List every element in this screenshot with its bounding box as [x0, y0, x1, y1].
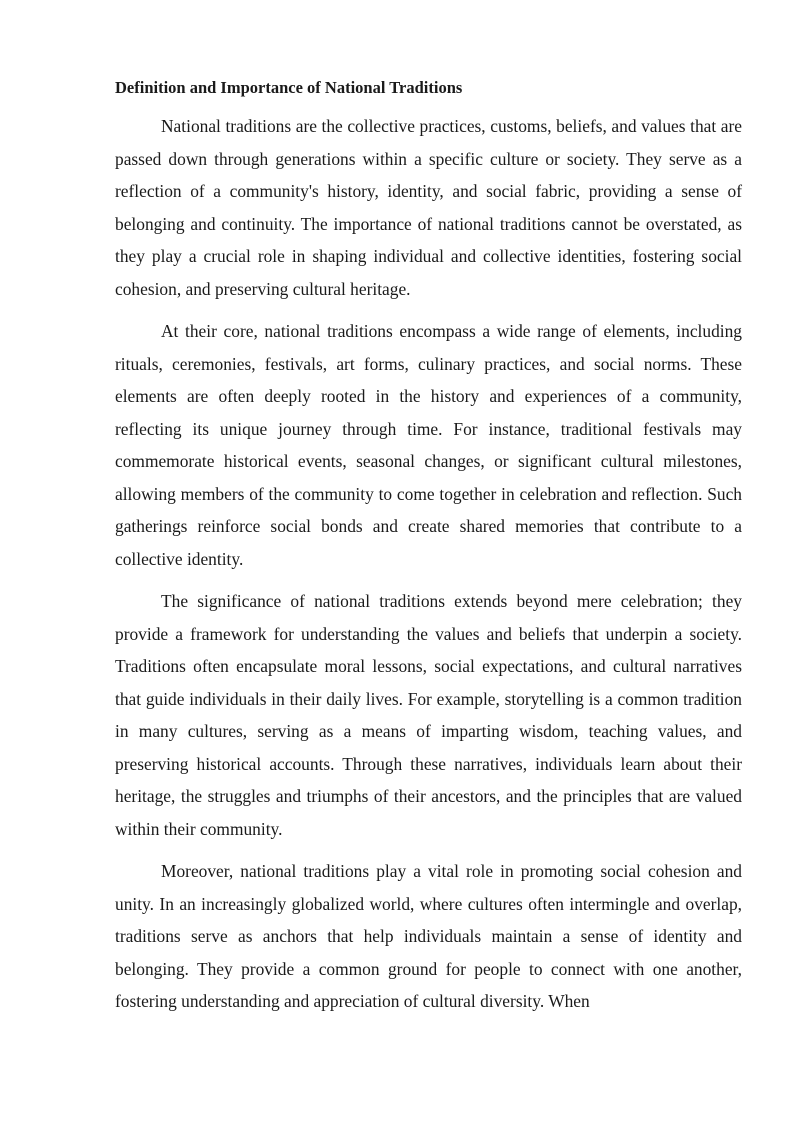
paragraph-2: At their core, national traditions encompass a wide range of elements, including rituals, ceremonies, festivals, art forms, culinary practices, and social norms. These elements are often deeply rooted in the history and experiences of a community, reflecting its unique journey through time. For instance, traditional festivals may commemorate historical events, seasonal changes, or significant cultural milestones, allowing members of the community to come together in celebration and reflection. Such gatherings reinforce social bonds and create shared memories that contribute to a collective identity.	[115, 321, 742, 569]
document-body	[115, 74, 742, 1028]
paragraph-4: Moreover, national traditions play a vital role in promoting social cohesion and unity. In an increasingly globalized world, where cultures often intermingle and overlap, traditions serve as anchors that help individuals maintain a sense of identity and belonging. They provide a common ground for people to connect with one another, fostering understanding and appreciation of cultural diversity. When	[115, 861, 742, 1011]
paragraph-1: National traditions are the collective practices, customs, beliefs, and values that are passed down through generations within a specific culture or society. They serve as a reflection of a community's history, identity, and social fabric, providing a sense of belonging and continuity. The importance of national traditions cannot be overstated, as they play a crucial role in shaping individual and collective identities, fostering social cohesion, and preserving cultural heritage.	[115, 116, 742, 299]
paragraph-3: The significance of national traditions extends beyond mere celebration; they provide a framework for understanding the values and beliefs that underpin a society. Traditions often encapsulate moral lessons, social expectations, and cultural narratives that guide individuals in their daily lives. For example, storytelling is a common tradition in many cultures, serving as a means of imparting wisdom, teaching values, and preserving historical accounts. Through these narratives, individuals learn about their heritage, the struggles and triumphs of their ancestors, and the principles that are valued within their community.	[115, 591, 742, 839]
section-heading: Definition and Importance of National Traditions	[115, 78, 463, 97]
